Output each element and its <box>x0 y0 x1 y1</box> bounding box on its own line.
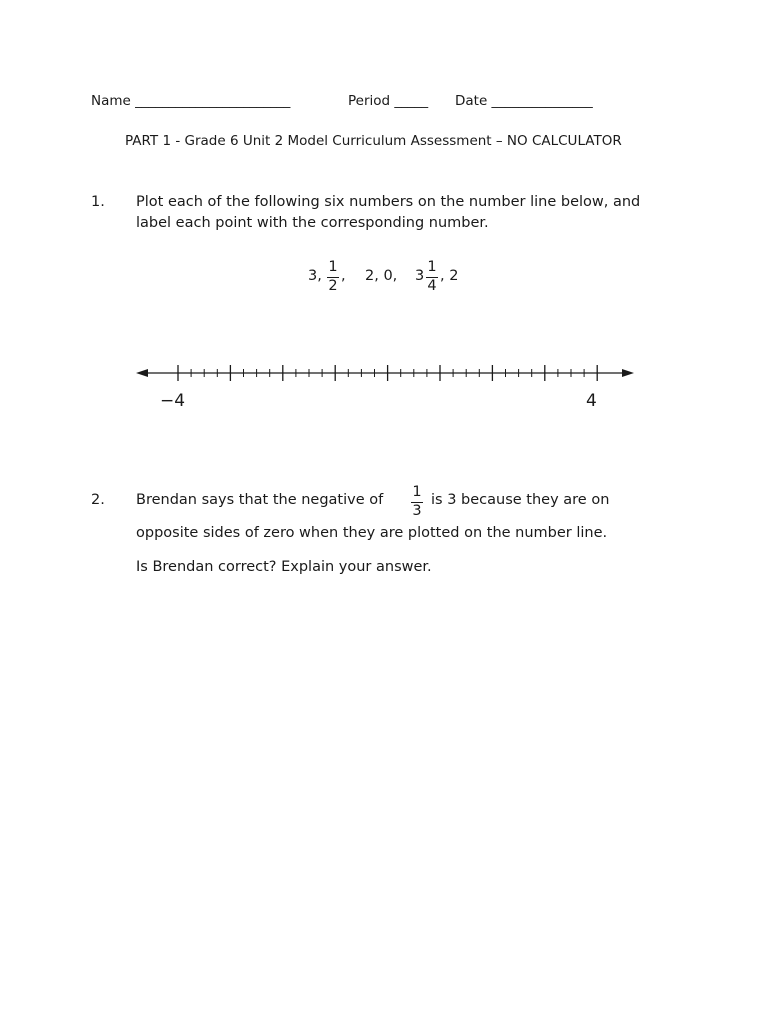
question-2-text-after: is 3 because they are on <box>431 492 610 508</box>
question-1-line-1: Plot each of the following six numbers on the number line below, and <box>136 194 641 210</box>
left-arrow-icon <box>136 369 148 377</box>
mixed-number-whole: 3 <box>415 268 425 284</box>
question-2-line-2: opposite sides of zero when they are plotted on the number line. <box>136 525 608 541</box>
number-line-max-label: 4 <box>586 391 597 411</box>
number-line-min-label: −4 <box>160 391 186 411</box>
name-field-label: Name _______________________ <box>91 93 291 109</box>
period-field-label: Period _____ <box>348 93 429 109</box>
fraction-numerator: 1 <box>412 484 422 500</box>
date-field-label: Date _______________ <box>455 93 593 109</box>
fraction-numerator: 1 <box>328 259 338 275</box>
number-line <box>130 360 640 390</box>
fraction-numerator: 1 <box>427 259 437 275</box>
number-two: , 2 <box>440 268 459 284</box>
question-1-number: 1. <box>91 194 105 210</box>
fraction-denominator: 2 <box>328 277 338 294</box>
fraction-denominator: 3 <box>412 502 422 519</box>
question-2-line-3: Is Brendan correct? Explain your answer. <box>136 559 432 575</box>
question-2-text-before: Brendan says that the negative of <box>136 492 384 508</box>
fraction-one-half <box>327 260 339 293</box>
right-arrow-icon <box>622 369 634 377</box>
fraction-one-quarter <box>426 260 438 293</box>
question-2-number: 2. <box>91 492 105 508</box>
comma-separator: , <box>341 268 346 284</box>
question-1-line-2: label each point with the corresponding number. <box>136 215 489 231</box>
numbers-two-zero: 2, 0, <box>365 268 398 284</box>
fraction-one-third <box>411 485 423 518</box>
part-title: PART 1 - Grade 6 Unit 2 Model Curriculum Assessment – NO CALCULATOR <box>125 133 622 149</box>
number-three: 3, <box>308 268 322 284</box>
fraction-denominator: 4 <box>427 277 437 294</box>
